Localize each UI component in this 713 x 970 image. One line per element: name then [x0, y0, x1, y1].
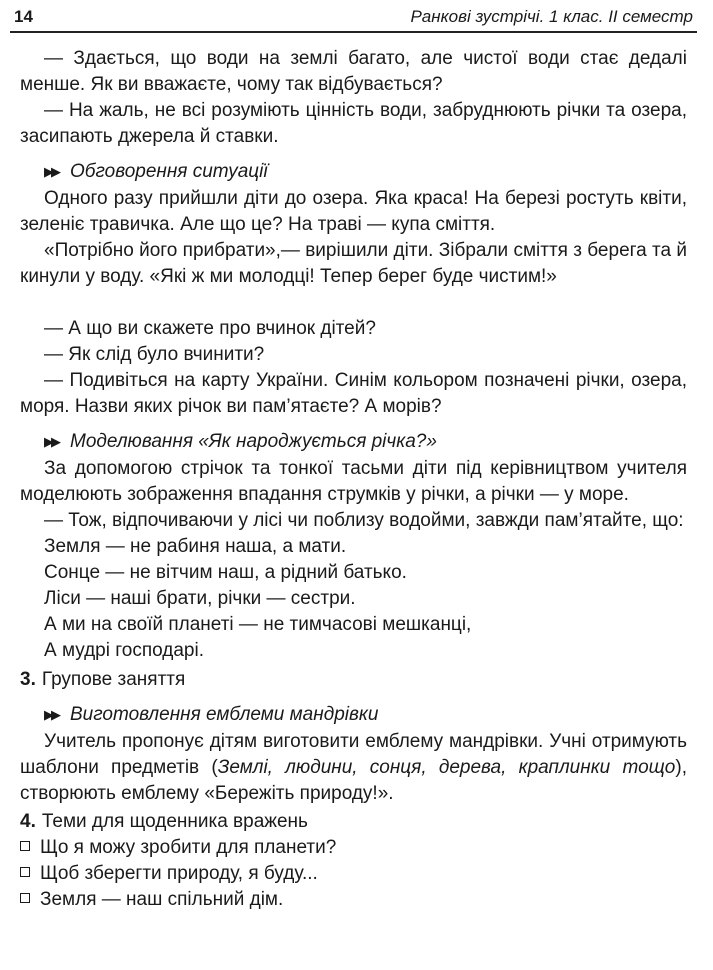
page-header — [10, 0, 703, 30]
numbered-item — [0, 809, 713, 835]
section-heading — [0, 159, 713, 185]
header-rule — [10, 31, 697, 33]
item-number: 3. — [20, 669, 36, 690]
question: — А що ви скажете про вчинок дітей? — [44, 318, 376, 339]
text-run: Учитель пропонує дітям виготовити емблему мандрівки. Учні отримують шаблони предметів ( — [20, 731, 687, 778]
poem-line: А мудрі господарі. — [44, 640, 204, 661]
page-number: 14 — [14, 7, 33, 26]
section-title: Обговорення ситуації — [70, 161, 268, 182]
text-run: ), створюють емблему «Бережіть природу!». — [20, 757, 687, 804]
square-bullet-icon — [20, 841, 30, 851]
poem-line: Ліси — наші брати, річки — сестри. — [44, 588, 356, 609]
poem-line: Земля — не рабиня наша, а мати. — [44, 536, 347, 557]
item-number: 4. — [20, 811, 36, 832]
running-title: Ранкові зустрічі. 1 клас. II семестр — [410, 7, 693, 26]
section-heading — [0, 702, 713, 728]
paragraph — [0, 729, 713, 807]
square-bullet-icon — [20, 893, 30, 903]
paragraph: — Тож, відпочиваючи у лісі чи поблизу водойми, завжди пам’ятайте, що: — [44, 510, 684, 531]
text-run-italic: Землі, людини, сонця, дерева, краплинки тощо — [217, 757, 676, 778]
poem-line: Сонце — не вітчим наш, а рідний батько. — [44, 562, 407, 583]
list-item — [0, 887, 713, 913]
question: — Як слід було вчинити? — [44, 344, 265, 365]
page-body — [0, 46, 713, 913]
list-item-text: Що я можу зробити для планети? — [40, 837, 337, 858]
paragraph: — Здається, що води на землі багато, але чистої води стає дедалі менше. Як ви вважаєте, чому так відбувається? — [20, 48, 687, 95]
list-item-text: Щоб зберегти природу, я буду... — [40, 863, 318, 884]
double-arrow-icon: ▶▶ — [44, 707, 58, 722]
paragraph: — Подивіться на карту України. Синім кольором позначені річки, озера, моря. Назви яких річок ви пам’ятаєте? А морів? — [20, 370, 687, 417]
item-title: Теми для щоденника вражень — [41, 811, 308, 832]
list-item — [0, 861, 713, 887]
double-arrow-icon: ▶▶ — [44, 434, 58, 449]
numbered-item — [0, 667, 713, 693]
paragraph: «Потрібно його прибрати»,— вирішили діти. Зібрали сміття з берега та й кинули у воду. «Які ж ми молодці! Тепер берег буде чистим!» — [20, 240, 687, 287]
paragraph: — На жаль, не всі розуміють цінність води, забруднюють річки та озера, засипають джерела й ставки. — [20, 100, 687, 147]
section-heading — [0, 429, 713, 455]
square-bullet-icon — [20, 867, 30, 877]
section-title: Виготовлення емблеми мандрівки — [70, 704, 379, 725]
section-title: Моделювання «Як народжується річка?» — [70, 431, 437, 452]
list-item — [0, 835, 713, 861]
list-item-text: Земля — наш спільний дім. — [40, 889, 284, 910]
paragraph: За допомогою стрічок та тонкої тасьми діти під керівництвом учителя моделюють зображення впадання струмків у річки, а річки — у море. — [20, 458, 687, 505]
item-title: Групове заняття — [41, 669, 186, 690]
poem-line: А ми на своїй планеті — не тимчасові мешканці, — [44, 614, 472, 635]
double-arrow-icon: ▶▶ — [44, 164, 58, 179]
paragraph: Одного разу прийшли діти до озера. Яка краса! На березі ростуть квіти, зеленіє травичка. Але що це? На траві — купа сміття. — [20, 188, 687, 235]
